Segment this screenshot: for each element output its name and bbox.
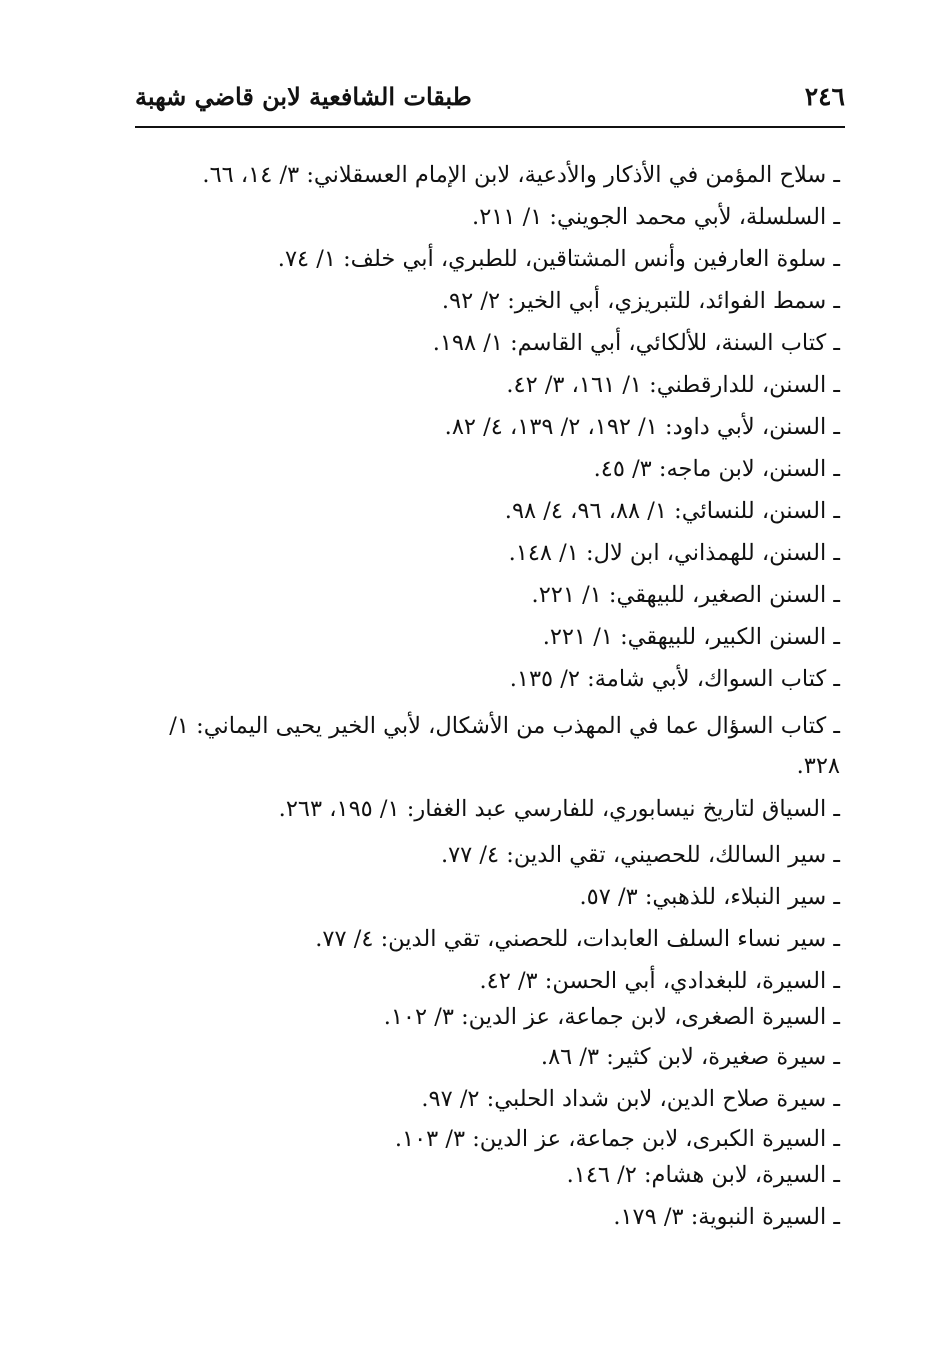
index-entry: ـ السيرة، للبغدادي، أبي الحسن: ٣/ ٤٢. bbox=[479, 968, 840, 994]
index-entry: ـ السنن، للدارقطني: ١/ ١٦١، ٣/ ٤٢. bbox=[506, 372, 840, 398]
index-entry: ـ السلسلة، لأبي محمد الجويني: ١/ ٢١١. bbox=[472, 204, 840, 230]
index-entry: ـ كتاب السنة، للألكائي، أبي القاسم: ١/ ١٩٨. bbox=[432, 330, 840, 356]
index-entry: ـ سيرة صلاح الدين، لابن شداد الحلبي: ٢/ ٩٧. bbox=[421, 1086, 840, 1112]
running-title: طبقات الشافعية لابن قاضي شهبة bbox=[135, 82, 472, 111]
index-entry: ـ السنن، لأبي داود: ١/ ١٩٢، ٢/ ١٣٩، ٤/ ٨٢. bbox=[444, 414, 840, 440]
index-entry: ـ كتاب السواك، لأبي شامة: ٢/ ١٣٥. bbox=[509, 666, 840, 692]
index-entry: ـ سيرة صغيرة، لابن كثير: ٣/ ٨٦. bbox=[540, 1044, 840, 1070]
index-entry: ـ سلاح المؤمن في الأذكار والأدعية، لابن الإمام العسقلاني: ٣/ ١٤، ٦٦. bbox=[202, 162, 840, 188]
index-entries-list bbox=[120, 160, 840, 1240]
index-entry: ـ السنن، لابن ماجه: ٣/ ٤٥. bbox=[593, 456, 840, 482]
index-entry: ـ السيرة، لابن هشام: ٢/ ١٤٦. bbox=[566, 1162, 840, 1188]
index-entry: ـ سير النبلاء، للذهبي: ٣/ ٥٧. bbox=[579, 884, 840, 910]
index-entry: ـ السيرة الصغرى، لابن جماعة، عز الدين: ٣/ ١٠٢. bbox=[383, 1004, 840, 1030]
header-rule bbox=[135, 126, 845, 128]
index-entry: ـ السيرة النبوية: ٣/ ١٧٩. bbox=[613, 1204, 840, 1230]
page-header bbox=[135, 78, 845, 120]
index-entry: ـ كتاب السؤال عما في المهذب من الأشكال، لأبي الخير يحيى اليماني: ١/ ٣٢٨. bbox=[169, 713, 840, 779]
index-entry: ـ السنن الكبير، للبيهقي: ١/ ٢٢١. bbox=[542, 624, 840, 650]
page-number: ٢٤٦ bbox=[804, 82, 845, 111]
index-entry: ـ سير السالك، للحصيني، تقي الدين: ٤/ ٧٧. bbox=[440, 842, 840, 868]
index-entry: ـ السنن، للنسائي: ١/ ٨٨، ٩٦، ٤/ ٩٨. bbox=[504, 498, 840, 524]
index-entry: ـ السياق لتاريخ نيسابوري، للفارسي عبد الغفار: ١/ ١٩٥، ٢٦٣. bbox=[278, 796, 840, 822]
index-entry: ـ السيرة الكبرى، لابن جماعة، عز الدين: ٣/ ١٠٣. bbox=[394, 1126, 840, 1152]
index-entry: ـ السنن الصغير، للبيهقي: ١/ ٢٢١. bbox=[531, 582, 840, 608]
index-entry: ـ سير نساء السلف العابدات، للحصني، تقي الدين: ٤/ ٧٧. bbox=[315, 926, 840, 952]
index-entry: ـ سمط الفوائد، للتبريزي، أبي الخير: ٢/ ٩٢. bbox=[441, 288, 840, 314]
index-entry: ـ السنن، للهمذاني، ابن لال: ١/ ١٤٨. bbox=[508, 540, 840, 566]
index-entry: ـ سلوة العارفين وأنس المشتاقين، للطبري، أبي خلف: ١/ ٧٤. bbox=[277, 246, 840, 272]
